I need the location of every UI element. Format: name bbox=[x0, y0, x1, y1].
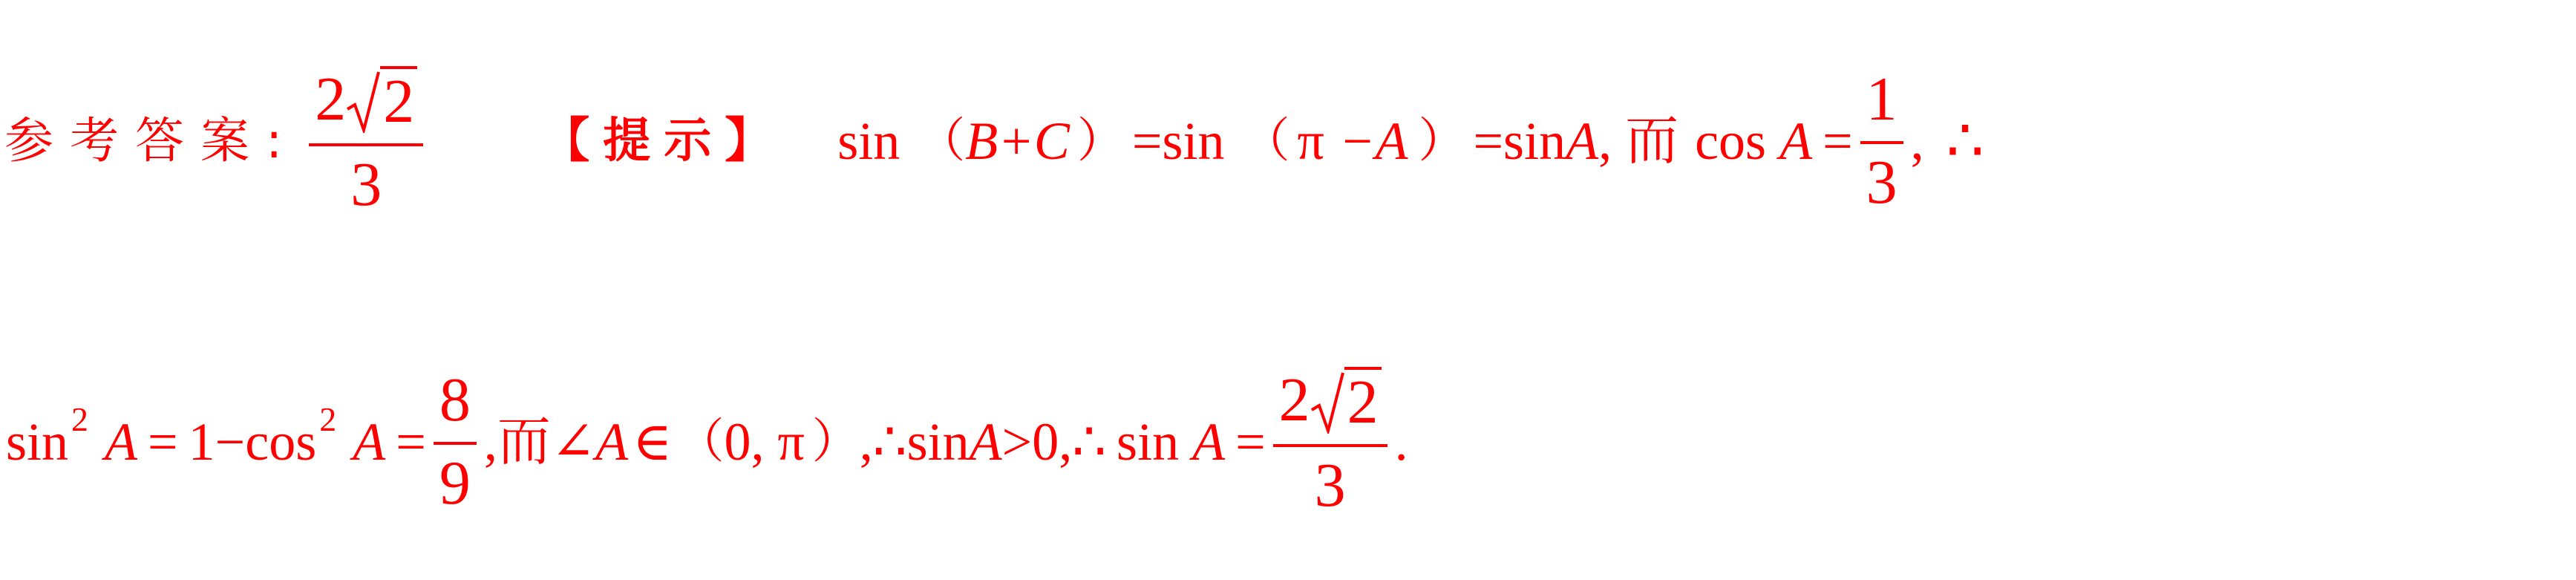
expr-cos: cos bbox=[1695, 111, 1767, 171]
superscript-2: 2 bbox=[71, 400, 89, 438]
interval-close: ） bbox=[811, 414, 860, 469]
answer-label: 参考答案: bbox=[4, 112, 299, 169]
interval-open: （ bbox=[676, 414, 725, 469]
hint-label: 【提示】 bbox=[542, 114, 786, 169]
var-a-5: A bbox=[1192, 412, 1226, 472]
equals-3: = bbox=[1235, 412, 1266, 472]
solution-line-1 bbox=[0, 30, 1984, 252]
sin-final: sin bbox=[1117, 412, 1180, 472]
result-fraction-bar bbox=[1273, 444, 1387, 447]
sin-squared: sin bbox=[6, 412, 69, 472]
var-a-2: A bbox=[353, 412, 386, 472]
answer-denominator: 3 bbox=[350, 150, 382, 219]
cos-fraction-bar bbox=[1860, 141, 1903, 144]
result-fraction bbox=[1273, 365, 1387, 520]
paren-open: （ bbox=[918, 114, 966, 169]
answer-sqrt bbox=[346, 66, 417, 136]
expr-b-plus-c: B+C bbox=[965, 111, 1070, 171]
superscript-2b: 2 bbox=[319, 400, 337, 438]
angle-icon: ∠ bbox=[550, 412, 596, 472]
var-a-3: A bbox=[595, 412, 629, 472]
sin-positive: sin bbox=[906, 412, 970, 472]
radical-sign-icon bbox=[1310, 371, 1344, 434]
expr-eq-sin: =sin bbox=[1131, 111, 1225, 171]
fraction-numerator: 8 bbox=[439, 365, 471, 434]
therefore-1: ,∴ bbox=[859, 412, 907, 472]
expr-sin: sin bbox=[837, 111, 900, 171]
greater-than-zero: >0, bbox=[1001, 412, 1073, 472]
answer-fraction bbox=[309, 65, 423, 219]
cos-denominator: 3 bbox=[1866, 148, 1897, 217]
cos-numerator: 1 bbox=[1866, 65, 1897, 134]
expr-equals: = bbox=[1823, 111, 1853, 171]
paren-close: ） bbox=[1076, 114, 1125, 169]
one-minus-cos: 1−cos bbox=[188, 412, 317, 472]
answer-numerator bbox=[309, 65, 423, 136]
final-period: . bbox=[1394, 412, 1408, 472]
expr-a-2: A bbox=[1779, 111, 1813, 171]
interval-body: 0, π bbox=[724, 412, 805, 472]
cos-fraction bbox=[1860, 65, 1903, 217]
expr-comma: , bbox=[1910, 111, 1924, 171]
expr-minus-a: −A bbox=[1338, 111, 1408, 171]
answer-radicand: 2 bbox=[380, 66, 417, 133]
expr-eq-sin-a: =sin bbox=[1473, 111, 1566, 171]
paren-open-2: （ bbox=[1242, 114, 1290, 169]
therefore-symbol: ∴ bbox=[1946, 108, 1984, 174]
fraction-denominator: 9 bbox=[439, 449, 471, 518]
equals-2: = bbox=[396, 412, 426, 472]
var-a: A bbox=[105, 412, 138, 472]
answer-coefficient: 2 bbox=[315, 65, 347, 134]
result-denominator: 3 bbox=[1314, 451, 1346, 520]
expr-comma-er: , 而 bbox=[1598, 111, 1679, 171]
result-radicand: 2 bbox=[1344, 367, 1382, 434]
radical-sign-icon bbox=[346, 71, 380, 133]
comma-er: ,而 bbox=[483, 412, 551, 472]
answer-fraction-bar bbox=[309, 143, 423, 146]
therefore-2: ∴ bbox=[1072, 412, 1107, 472]
paren-close-2: ） bbox=[1418, 114, 1466, 169]
solution-line-2 bbox=[0, 330, 1408, 553]
eight-ninths-fraction bbox=[434, 365, 477, 518]
result-coefficient: 2 bbox=[1278, 365, 1310, 434]
expr-pi: π bbox=[1297, 111, 1324, 171]
result-sqrt bbox=[1310, 367, 1382, 437]
result-numerator bbox=[1273, 365, 1387, 437]
fraction-bar bbox=[434, 442, 477, 445]
expr-a: A bbox=[1566, 111, 1599, 171]
element-of: ∈ bbox=[632, 412, 673, 472]
var-a-4: A bbox=[969, 412, 1002, 472]
equals-1: = bbox=[148, 412, 178, 472]
